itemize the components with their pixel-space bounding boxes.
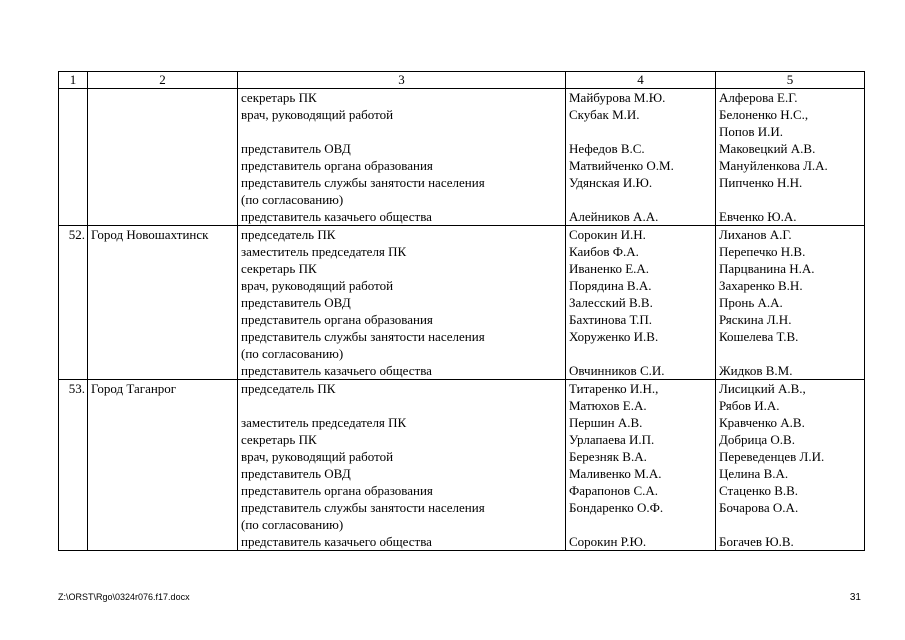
member-cell <box>566 226 716 380</box>
role-line: секретарь ПК <box>241 261 317 276</box>
person-line: Переведенцев Л.И. <box>719 449 825 464</box>
person-line: Фарапонов С.А. <box>569 483 659 498</box>
role-line: секретарь ПК <box>241 90 317 105</box>
role-line: врач, руководящий работой <box>241 278 394 293</box>
footer-file-path: Z:\ORST\Rgo\0324r076.f17.docx <box>58 592 190 602</box>
row-number: 52. <box>59 226 88 380</box>
role-line: (по согласованию) <box>241 517 344 532</box>
header-col-3: 3 <box>238 72 566 89</box>
city-name <box>88 89 238 226</box>
person-line: Алейников А.А. <box>569 209 659 224</box>
role-line: представитель органа образования <box>241 158 433 173</box>
row-number <box>59 89 88 226</box>
person-line: Жидков В.М. <box>719 363 793 378</box>
person-line: Урлапаева И.П. <box>569 432 655 447</box>
person-line <box>719 345 861 362</box>
person-line: Парцванина Н.А. <box>719 261 815 276</box>
person-line: Пипченко Н.Н. <box>719 175 803 190</box>
person-line: Добрица О.В. <box>719 432 795 447</box>
row-number: 53. <box>59 380 88 551</box>
role-line: представитель ОВД <box>241 466 351 481</box>
person-line: Майбурова М.Ю. <box>569 90 666 105</box>
person-line: Матюхов Е.А. <box>569 398 647 413</box>
person-line <box>569 345 712 362</box>
role-line: представитель казачьего общества <box>241 534 432 549</box>
person-line: Хоруженко И.В. <box>569 329 659 344</box>
person-line: Каибов Ф.А. <box>569 244 639 259</box>
table-row <box>59 380 865 551</box>
person-line: Мануйленкова Л.А. <box>719 158 828 173</box>
role-line: представитель службы занятости населения <box>241 175 485 190</box>
person-line: Бахтинова Т.П. <box>569 312 653 327</box>
role-line: врач, руководящий работой <box>241 449 394 464</box>
table-row <box>59 226 865 380</box>
role-line: представитель органа образования <box>241 483 433 498</box>
person-line: Березняк В.А. <box>569 449 647 464</box>
person-line: Евченко Ю.А. <box>719 209 797 224</box>
commission-table <box>58 71 865 551</box>
person-line: Титаренко И.Н., <box>569 381 659 396</box>
person-line: Попов И.И. <box>719 124 784 139</box>
reserve-cell <box>716 89 865 226</box>
person-line: Першин А.В. <box>569 415 643 430</box>
person-line: Удянская И.Ю. <box>569 175 653 190</box>
role-line: председатель ПК <box>241 227 336 242</box>
person-line: Алферова Е.Г. <box>719 90 798 105</box>
role-line: врач, руководящий работой <box>241 107 394 122</box>
person-line: Матвийченко О.М. <box>569 158 674 173</box>
role-line: (по согласованию) <box>241 192 344 207</box>
person-line: Иваненко Е.А. <box>569 261 650 276</box>
person-line: Лиханов А.Г. <box>719 227 792 242</box>
person-line: Нефедов В.С. <box>569 141 645 156</box>
reserve-cell <box>716 226 865 380</box>
person-line <box>719 516 861 533</box>
person-line: Перепечко Н.В. <box>719 244 806 259</box>
person-line: Сорокин Р.Ю. <box>569 534 647 549</box>
role-line <box>241 397 562 414</box>
person-line: Целина В.А. <box>719 466 789 481</box>
person-line: Захаренко В.Н. <box>719 278 803 293</box>
person-line: Кравченко А.В. <box>719 415 805 430</box>
person-line <box>569 123 712 140</box>
person-line: Скубак М.И. <box>569 107 640 122</box>
person-line: Овчинников С.И. <box>569 363 665 378</box>
person-line <box>719 191 861 208</box>
table-body <box>59 89 865 551</box>
role-line: представитель органа образования <box>241 312 433 327</box>
header-col-5: 5 <box>716 72 865 89</box>
person-line: Кошелева Т.В. <box>719 329 799 344</box>
person-line: Лисицкий А.В., <box>719 381 806 396</box>
person-line: Белоненко Н.С., <box>719 107 809 122</box>
person-line: Маковецкий А.В. <box>719 141 816 156</box>
role-line: представитель службы занятости населения <box>241 329 485 344</box>
person-line <box>569 191 712 208</box>
role-line: представитель казачьего общества <box>241 209 432 224</box>
city-name: Город Новошахтинск <box>88 226 238 380</box>
person-line: Бондаренко О.Ф. <box>569 500 664 515</box>
person-line: Залесский В.В. <box>569 295 653 310</box>
table-row <box>59 89 865 226</box>
member-cell <box>566 89 716 226</box>
person-line: Стаценко В.В. <box>719 483 799 498</box>
person-line: Бочарова О.А. <box>719 500 799 515</box>
role-cell <box>238 89 566 226</box>
person-line: Рябов И.А. <box>719 398 780 413</box>
role-cell <box>238 380 566 551</box>
role-line: секретарь ПК <box>241 432 317 447</box>
role-line: представитель службы занятости населения <box>241 500 485 515</box>
person-line: Богачев Ю.В. <box>719 534 794 549</box>
role-line: представитель ОВД <box>241 141 351 156</box>
reserve-cell <box>716 380 865 551</box>
role-line: (по согласованию) <box>241 346 344 361</box>
city-name: Город Таганрог <box>88 380 238 551</box>
header-col-1: 1 <box>59 72 88 89</box>
role-line <box>241 123 562 140</box>
person-line: Ряскина Л.Н. <box>719 312 792 327</box>
person-line: Маливенко М.А. <box>569 466 662 481</box>
role-line: представитель ОВД <box>241 295 351 310</box>
header-col-4: 4 <box>566 72 716 89</box>
role-cell <box>238 226 566 380</box>
role-line: заместитель председателя ПК <box>241 415 407 430</box>
header-col-2: 2 <box>88 72 238 89</box>
person-line: Сорокин И.Н. <box>569 227 646 242</box>
person-line: Пронь А.А. <box>719 295 783 310</box>
table-header-row <box>59 72 865 89</box>
footer-page-number: 31 <box>849 592 861 603</box>
role-line: председатель ПК <box>241 381 336 396</box>
role-line: представитель казачьего общества <box>241 363 432 378</box>
person-line <box>569 516 712 533</box>
person-line: Порядина В.А. <box>569 278 652 293</box>
role-line: заместитель председателя ПК <box>241 244 407 259</box>
member-cell <box>566 380 716 551</box>
